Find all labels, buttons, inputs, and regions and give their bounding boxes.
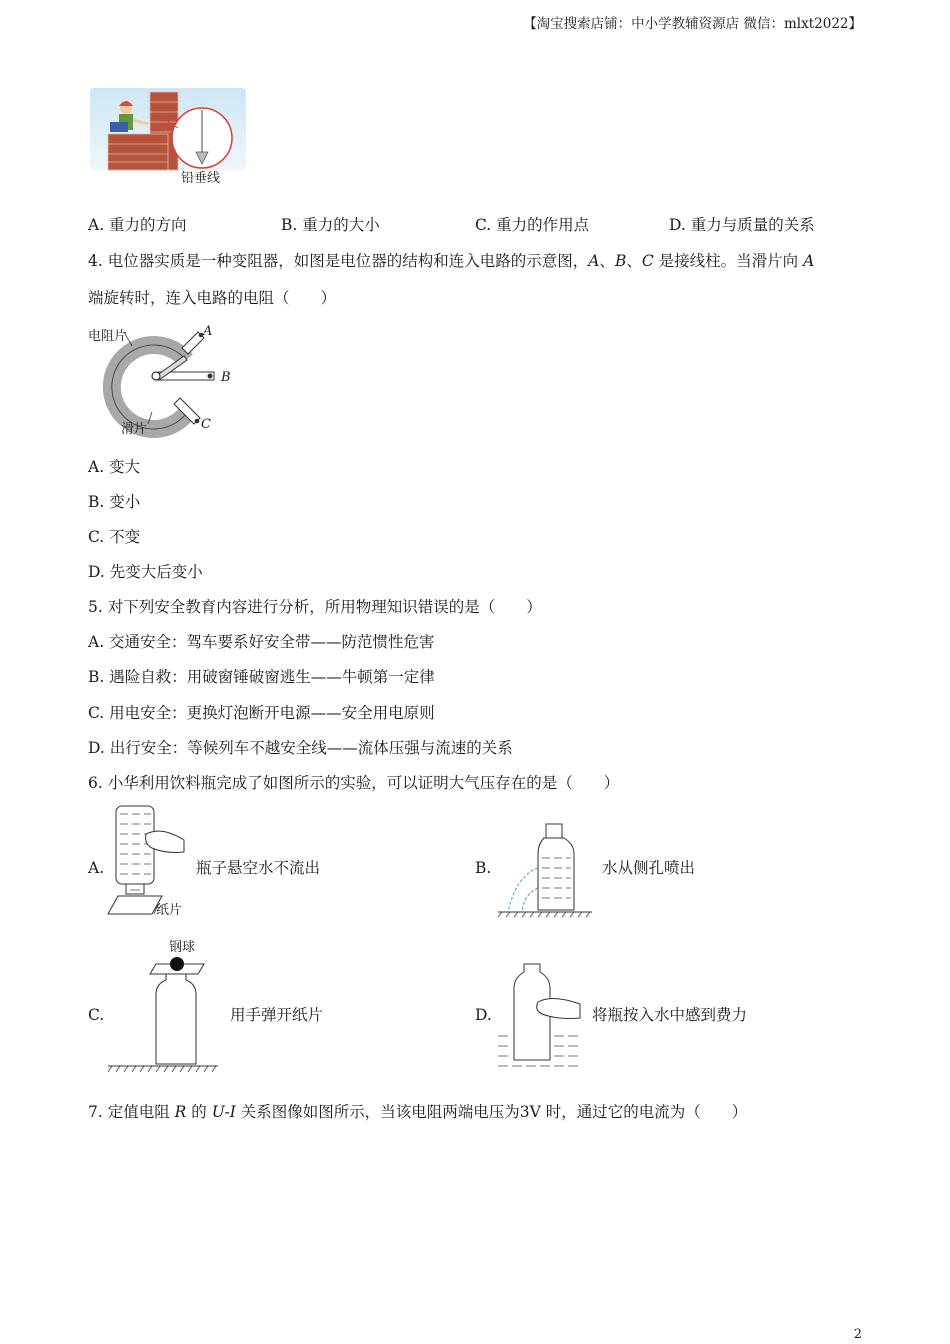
q5-option-d: D. 出行安全：等候列车不越安全线——流体压强与流速的关系 bbox=[88, 739, 513, 757]
q6-option-d-letter: D. bbox=[475, 1006, 492, 1024]
slider-label: 滑片 bbox=[121, 422, 148, 437]
q4-term-a: A bbox=[588, 252, 600, 270]
q3-option-b: B. 重力的大小 bbox=[281, 216, 380, 234]
q5-option-b: B. 遇险自救：用破窗锤破窗逃生——牛顿第一定律 bbox=[88, 668, 435, 686]
q6-c-ball-label: 钢球 bbox=[169, 940, 196, 955]
q4-term-c: C bbox=[641, 252, 654, 270]
plumb-line-figure bbox=[88, 86, 248, 186]
q7-var-r: R bbox=[174, 1103, 187, 1121]
q4-term-sep2: 、 bbox=[626, 252, 642, 270]
q3-option-d: D. 重力与质量的关系 bbox=[669, 216, 815, 234]
q4-option-d: D. 先变大后变小 bbox=[88, 563, 203, 581]
q4-stem-suffix: 是接线柱。当滑片向 bbox=[653, 252, 804, 270]
q3-option-c: C. 重力的作用点 bbox=[475, 216, 590, 234]
q5-option-c: C. 用电安全：更换灯泡断开电源——安全用电原则 bbox=[88, 704, 435, 722]
q6-stem: 6. 小华利用饮料瓶完成了如图所示的实验，可以证明大气压存在的是（ ） bbox=[88, 774, 620, 792]
terminal-c-label: C bbox=[201, 417, 211, 432]
q4-stem-line1 bbox=[88, 251, 814, 271]
q6-figure-c bbox=[106, 954, 226, 1076]
terminal-b-label: B bbox=[221, 370, 231, 385]
q4-option-a: A. 变大 bbox=[88, 458, 141, 476]
q6-option-a-text: 瓶子悬空水不流出 bbox=[196, 859, 321, 877]
q4-stem-end: A bbox=[803, 252, 815, 270]
q4-stem-line2: 端旋转时，连入电路的电阻（ ） bbox=[88, 289, 337, 307]
header-shop-note: 【淘宝搜索店铺：中小学教辅资源店 微信：mlxt2022】 bbox=[523, 16, 862, 32]
q6-figure-b bbox=[494, 822, 594, 918]
q6-option-b-text: 水从侧孔喷出 bbox=[602, 859, 696, 877]
plumb-line-label: 铅垂线 bbox=[181, 171, 221, 186]
q6-figure-a bbox=[106, 804, 196, 918]
q6-option-c-letter: C. bbox=[88, 1006, 105, 1024]
q7-var-ui: U-I bbox=[211, 1103, 236, 1121]
q4-option-b: B. 变小 bbox=[88, 493, 141, 511]
q7-stem-prefix: 7. 定值电阻 bbox=[88, 1103, 175, 1121]
q4-term-b: B bbox=[614, 252, 627, 270]
q6-option-d-text: 将瓶按入水中感到费力 bbox=[592, 1006, 748, 1024]
q7-stem bbox=[88, 1102, 747, 1122]
resistor-label: 电阻片 bbox=[88, 329, 128, 344]
q5-option-a: A. 交通安全：驾车要系好安全带——防范惯性危害 bbox=[88, 633, 435, 651]
page-number: 2 bbox=[853, 1327, 862, 1342]
q6-a-paper-label: 纸片 bbox=[156, 903, 183, 918]
q6-option-b-letter: B. bbox=[475, 859, 492, 877]
q6-option-c-text: 用手弹开纸片 bbox=[230, 1006, 324, 1024]
q4-stem-prefix: 4. 电位器实质是一种变阻器，如图是电位器的结构和连入电路的示意图， bbox=[88, 252, 589, 270]
q3-option-a: A. 重力的方向 bbox=[88, 216, 187, 234]
steel-ball-icon bbox=[170, 957, 184, 971]
q4-option-c: C. 不变 bbox=[88, 528, 141, 546]
q7-stem-suffix: 关系图像如图所示，当该电阻两端电压为3V 时，通过它的电流为（ ） bbox=[235, 1103, 748, 1121]
q4-term-sep1: 、 bbox=[599, 252, 615, 270]
terminal-a-label: A bbox=[203, 324, 213, 339]
q6-figure-d bbox=[494, 960, 588, 1074]
q5-stem: 5. 对下列安全教育内容进行分析，所用物理知识错误的是（ ） bbox=[88, 598, 542, 616]
q6-option-a-letter: A. bbox=[88, 859, 105, 877]
q7-stem-mid: 的 bbox=[186, 1103, 212, 1121]
